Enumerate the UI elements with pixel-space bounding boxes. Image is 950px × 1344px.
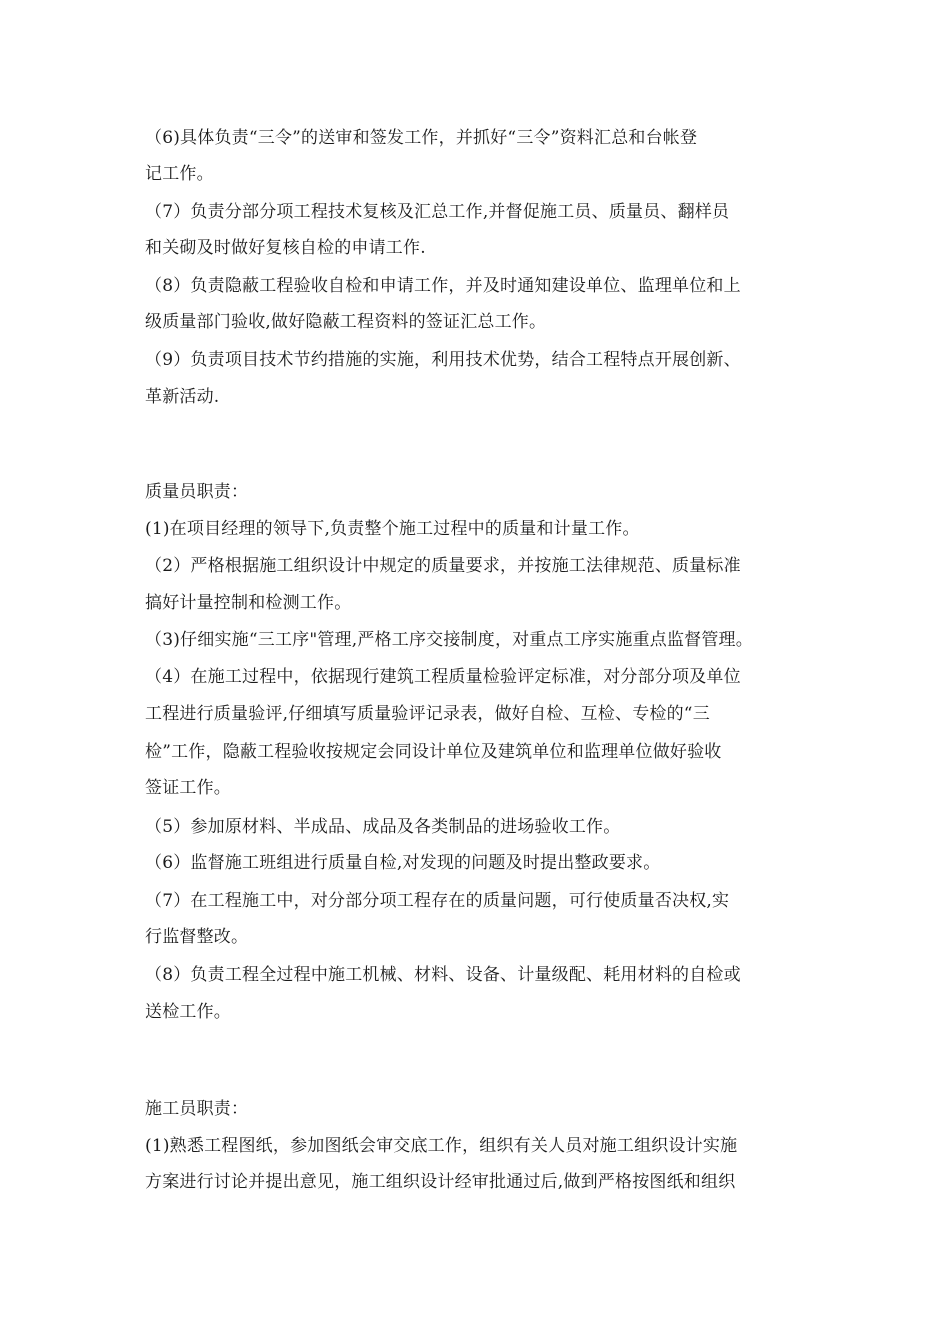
paragraph-line: （2）严格根据施工组织设计中规定的质量要求，并按施工法律规范、质量标准 (145, 556, 741, 576)
paragraph-line: 革新活动. (145, 387, 220, 407)
paragraph-line: 工程进行质量验评,仔细填写质量验评记录表，做好自检、互检、专检的“三 (145, 704, 710, 724)
paragraph-line: 检”工作，隐蔽工程验收按规定会同设计单位及建筑单位和监理单位做好验收 (145, 742, 722, 762)
paragraph-line: 记工作。 (145, 164, 214, 184)
paragraph-line: 级质量部门验收,做好隐蔽工程资料的签证汇总工作。 (145, 312, 547, 332)
paragraph-line: （5）参加原材料、半成品、成品及各类制品的进场验收工作。 (145, 817, 621, 837)
paragraph-line: 搞好计量控制和检测工作。 (145, 593, 352, 613)
section-heading: 施工员职责： (145, 1099, 249, 1119)
paragraph-line: (1)在项目经理的领导下,负责整个施工过程中的质量和计量工作。 (145, 519, 640, 539)
paragraph-line: (1)熟悉工程图纸，参加图纸会审交底工作，组织有关人员对施工组织设计实施 (145, 1136, 738, 1156)
paragraph-line: 送检工作。 (145, 1002, 231, 1022)
section-heading: 质量员职责： (145, 482, 249, 502)
paragraph-line: （6）监督施工班组进行质量自检,对发现的问题及时提出整政要求。 (145, 853, 661, 873)
paragraph-line: （7）在工程施工中，对分部分项工程存在的质量问题，可行使质量否决权,实 (145, 891, 730, 911)
paragraph-line: 行监督整改。 (145, 927, 249, 947)
paragraph-line: 和关砌及时做好复核自检的申请工作. (145, 238, 426, 258)
paragraph-line: （8）负责隐蔽工程验收自检和申请工作，并及时通知建设单位、监理单位和上 (145, 276, 741, 296)
paragraph-line: （8）负责工程全过程中施工机械、材料、设备、计量级配、耗用材料的自检或 (145, 965, 741, 985)
paragraph-line: （4）在施工过程中，依据现行建筑工程质量检验评定标准，对分部分项及单位 (145, 667, 741, 687)
paragraph-line: 签证工作。 (145, 778, 231, 798)
paragraph-line: （6)具体负责“三令”的送审和签发工作，并抓好“三令”资料汇总和台帐登 (145, 128, 698, 148)
paragraph-line: （7）负责分部分项工程技术复核及汇总工作,并督促施工员、质量员、翻样员 (145, 202, 730, 222)
paragraph-line: 方案进行讨论并提出意见，施工组织设计经审批通过后,做到严格按图纸和组织 (145, 1172, 736, 1192)
paragraph-line: （9）负责项目技术节约措施的实施，利用技术优势，结合工程特点开展创新、 (145, 350, 741, 370)
paragraph-line: （3)仔细实施“三工序"管理,严格工序交接制度，对重点工序实施重点监督管理。 (145, 630, 753, 650)
